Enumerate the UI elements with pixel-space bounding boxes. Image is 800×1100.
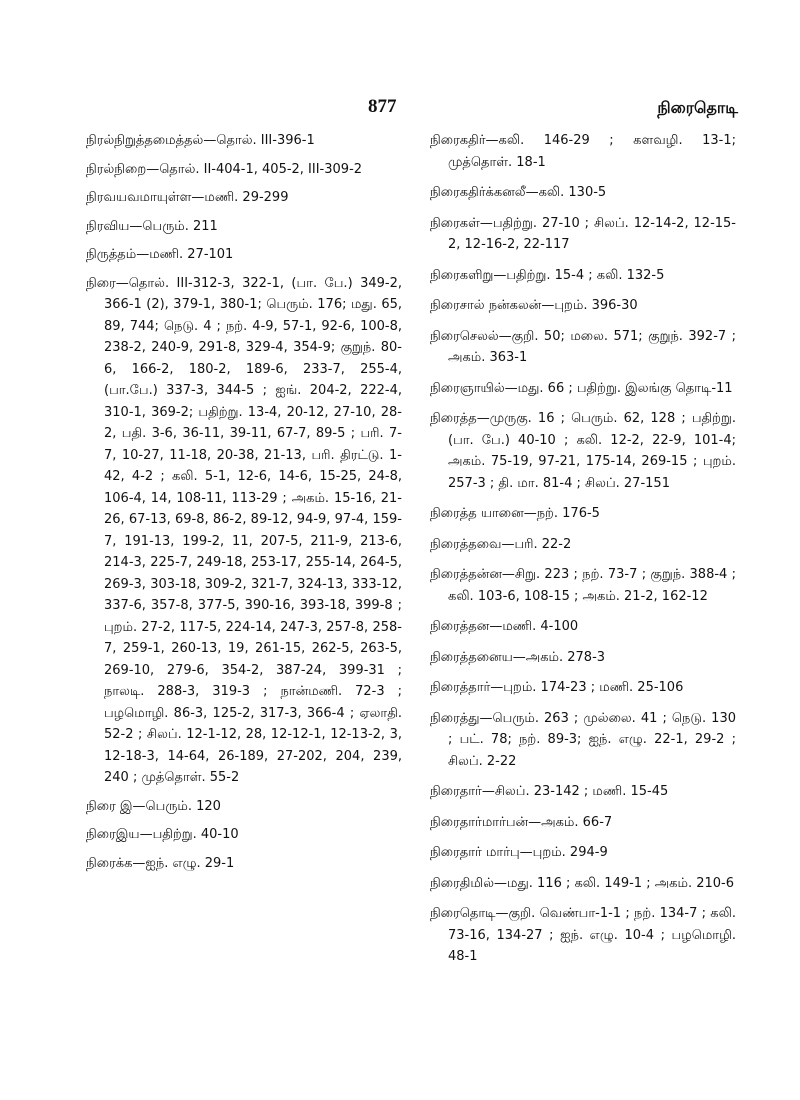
index-entry: நிரைதார்—சிலப். 23-142 ; மணி. 15-45 <box>430 784 669 799</box>
index-entry: நிரைத்த—முருகு. 16 ; பெரும். 62, 128 ; பதிற்று. (பா. பே.) 40-10 ; கலி. 12-2, 22-9, 101-4; அகம். 75-19, 97-21, 175-14, 269-15 ; புறம். 257-3 ; தி. மா. 81-4 ; சிலப். 27-151 <box>430 411 736 491</box>
index-entry: நிருத்தம்—மணி. 27-101 <box>86 247 234 262</box>
index-entry: நிரைசால் நன்கலன்—புறம். 396-30 <box>430 298 638 313</box>
right-column <box>430 130 736 977</box>
index-entry: நிரை இ—பெரும். 120 <box>86 798 221 814</box>
index-entry: நிரைதிமில்—மது. 116 ; கலி. 149-1 ; அகம். 210-6 <box>430 875 734 891</box>
index-entry: நிரைதார் மார்பு—புறம். 294-9 <box>430 845 608 860</box>
index-entry: நிரல்நிறுத்தமைத்தல்—தொல். III-396-1 <box>86 133 315 148</box>
index-entry: நிரைஞாயில்—மது. 66 ; பதிற்று. இலங்கு தொடி-11 <box>430 380 733 396</box>
index-entry: நிரைசெலல்—குறி. 50; மலை. 571; குறுந். 392-7 ; அகம். 363-1 <box>430 328 736 365</box>
index-entry: நிரைத்த யானை—நற். 176-5 <box>430 506 600 521</box>
left-column <box>86 130 402 881</box>
index-entry: நிரைத்தனைய—அகம். 278-3 <box>430 649 606 665</box>
index-entry: நிரைத்தன—மணி. 4-100 <box>430 619 579 634</box>
index-entry: நிரைத்தவை—பரி. 22-2 <box>430 536 572 552</box>
index-entry: நிரல்நிறை—தொல். II-404-1, 405-2, III-309-2 <box>86 161 363 177</box>
index-entry: நிரைகதிர்க்கனலீ—கலி. 130-5 <box>430 185 607 200</box>
index-entry: நிரைகள்—பதிற்று. 27-10 ; சிலப். 12-14-2, 12-15-2, 12-16-2, 22-117 <box>430 215 736 252</box>
running-head: நிரைதொடி <box>657 98 738 117</box>
index-entry: நிரவயவமாயுள்ள—மணி. 29-299 <box>86 190 289 205</box>
index-entry: நிரைத்தன்ன—சிறு. 223 ; நற். 73-7 ; குறுந். 388-4 ; கலி. 103-6, 108-15 ; அகம். 21-2, 162-12 <box>430 567 736 604</box>
index-entry: நிரைகதிர்—கலி. 146-29 ; களவழி. 13-1; முத்தொள். 18-1 <box>430 133 736 170</box>
index-entry: நிரைதொடி—குறி. வெண்பா-1-1 ; நற். 134-7 ; கலி. 73-16, 134-27 ; ஐந். எழு. 10-4 ; பழமொழி. 48-1 <box>430 906 736 964</box>
index-entry: நிரவிய—பெரும். 211 <box>86 218 218 234</box>
index-entry: நிரைத்து—பெரும். 263 ; முல்லை. 41 ; நெடு. 130 ; பட். 78; நற். 89-3; ஐந். எழு. 22-1, 29-2 ; சிலப். 2-22 <box>430 710 736 769</box>
page-header <box>0 96 800 126</box>
index-entry: நிரைஇய—பதிற்று. 40-10 <box>86 827 239 842</box>
index-entry: நிரைத்தார்—புறம். 174-23 ; மணி. 25-106 <box>430 680 684 695</box>
index-entry: நிரை—தொல். III-312-3, 322-1, (பா. பே.) 349-2, 366-1 (2), 379-1, 380-1; பெரும். 176; மது. 65, 89, 744; நெடு. 4 ; நற். 4-9, 57-1, 92-6, 100-8, 238-2, 240-9, 291-8, 329-4, 354-9; குறுந். 80-6, 166-2, 180-2, 189-6, 233-7, 255-4, (பா.பே.) 337-3, 344-5 ; ஐங். 204-2, 222-4, 310-1, 369-2; பதிற்று. 13-4, 20-12, 27-10, 28-2, பதி. 3-6, 36-11, 39-11, 67-7, 89-5 ; பரி. 7-7, 10-27, 11-18, 20-38, 21-13, பரி. திரட்டு. 1-42, 4-2 ; கலி. 5-1, 12-6, 14-6, 15-25, 24-8, 106-4, 14, 108-11, 113-29 ; அகம். 15-16, 21-26, 67-13, 69-8, 86-2, 89-12, 94-9, 97-4, 159-7, 191-13, 199-2, 11, 207-5, 211-9, 213-6, 214-3, 225-7, 249-18, 253-17, 255-14, 264-5, 269-3, 303-18, 309-2, 321-7, 324-13, 333-12, 337-6, 357-8, 377-5, 390-16, 393-18, 399-8 ; புறம். 27-2, 117-5, 224-14, 247-3, 257-8, 258-7, 259-1, 260-13, 19, 261-15, 262-5, 263-5, 269-10, 279-6, 354-2, 387-24, 399-31 ; நாலடி. 288-3, 319-3 ; நான்மணி. 72-3 ; பழமொழி. 86-3, 125-2, 317-3, 366-4 ; ஏலாதி. 52-2 ; சிலப். 12-1-12, 28, 12-12-1, 12-13-2, 3, 12-18-3, 14-64, 26-189, 27-202, 204, 239, 240 ; முத்தொள். 55-2 <box>86 275 402 785</box>
index-entry: நிரைதார்மார்பன்—அகம். 66-7 <box>430 814 613 830</box>
page-number: 877 <box>368 96 397 117</box>
index-entry: நிரைகளிறு—பதிற்று. 15-4 ; கலி. 132-5 <box>430 267 665 283</box>
index-entry: நிரைக்க—ஐந். எழு. 29-1 <box>86 855 235 871</box>
